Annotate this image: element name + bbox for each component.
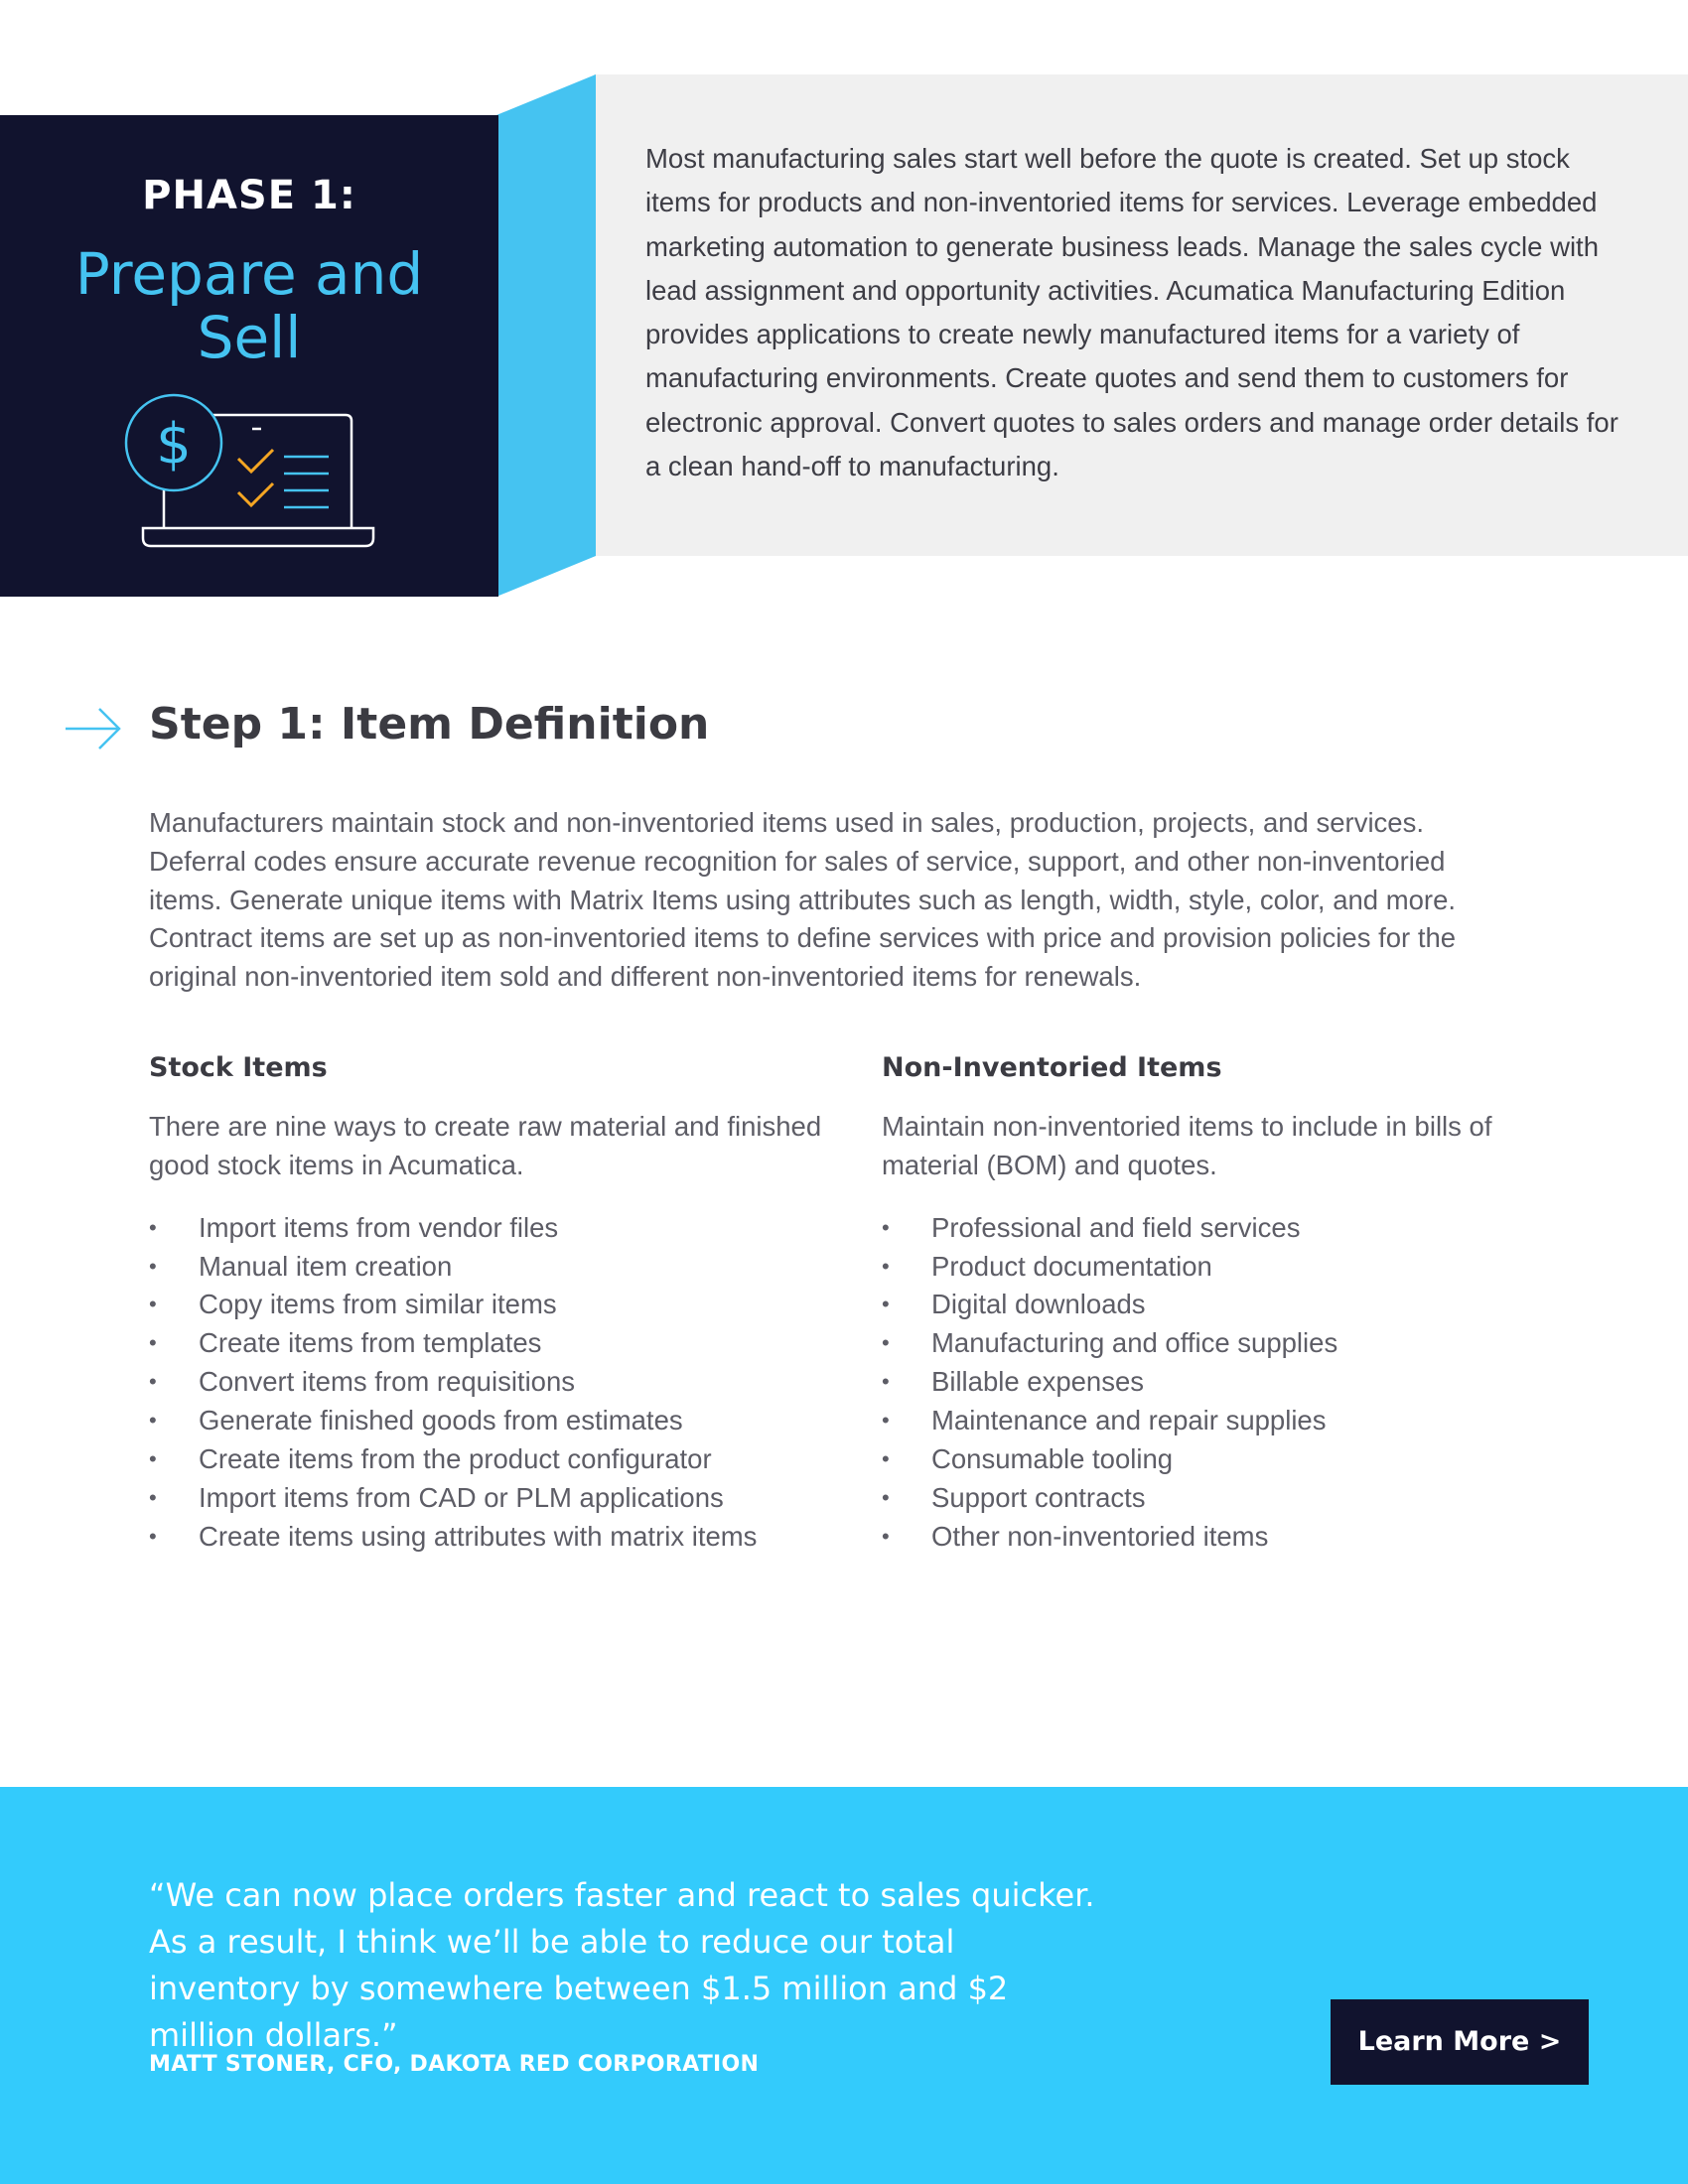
phase-title-line-1: Prepare and — [74, 240, 424, 308]
list-item: • Import items from vendor files — [149, 1211, 559, 1243]
stock-items-list — [149, 1209, 824, 1557]
testimonial-quote: “We can now place orders faster and react to sales quicker. As a result, I think we’ll be able to reduce our total inventory by somewhere between $1.5 million and $2 million dollars.” — [149, 1876, 1095, 2054]
phase-title-line-2: Sell — [197, 304, 302, 371]
stock-items-heading: Stock Items — [149, 1052, 328, 1083]
list-item: • Professional and field services — [882, 1211, 1301, 1243]
phase-title-panel — [0, 115, 498, 597]
non-inventoried-items-description: Maintain non-inventoried items to include in bills of material (BOM) and quotes. — [882, 1111, 1492, 1180]
learn-more-button[interactable]: Learn More > — [1331, 1999, 1589, 2085]
testimonial-author: MATT STONER, CFO, DAKOTA RED CORPORATION — [149, 2052, 760, 2077]
step-intro: Manufacturers maintain stock and non-inventoried items used in sales, production, projects, and services. Deferral codes ensure accurate revenue recognition for sales of service, support, and other non-inventoried items. Generate unique items with Matrix Items using attributes such as length, width, style, color, and more. Contract items are set up as non-inventoried items to define services with price and provision policies for the original non-inventoried item sold and different non-inventoried items for renewals. — [149, 807, 1457, 993]
list-item: • Support contracts — [882, 1481, 1146, 1513]
list-item: • Other non-inventoried items — [882, 1520, 1269, 1552]
list-item: • Manual item creation — [149, 1250, 453, 1282]
list-item: • Digital downloads — [882, 1289, 1146, 1320]
testimonial-band — [0, 1787, 1688, 2184]
phase-title — [0, 242, 498, 369]
phase-label: PHASE 1: — [142, 173, 356, 218]
list-item: • Import items from CAD or PLM applications — [149, 1481, 724, 1513]
phase-description: Most manufacturing sales start well before the quote is created. Set up stock items for products and non-inventoried items for services. Leverage embedded marketing automation to generate business leads. Manage the sales cycle with lead assignment and opportunity activities. Acumatica Manufacturing Edition provides applications to create newly manufactured items for a variety of manufacturing environments. Create quotes and send them to customers for electronic approval. Convert quotes to sales orders and manage order details for a clean hand-off to manufacturing. — [645, 143, 1618, 482]
list-item: • Consumable tooling — [882, 1443, 1174, 1475]
non-inventoried-items-section — [882, 1048, 1557, 1557]
list-item: • Manufacturing and office supplies — [882, 1327, 1338, 1359]
list-item: • Product documentation — [882, 1250, 1212, 1282]
stock-items-description: There are nine ways to create raw material and finished good stock items in Acumatica. — [149, 1111, 822, 1180]
list-item: • Maintenance and repair supplies — [882, 1405, 1327, 1436]
non-inventoried-items-heading: Non-Inventoried Items — [882, 1052, 1222, 1083]
list-item: • Create items from the product configurator — [149, 1443, 712, 1475]
non-inventoried-items-list — [882, 1209, 1557, 1557]
list-item: • Create items using attributes with matrix items — [149, 1520, 758, 1552]
list-item: • Billable expenses — [882, 1366, 1145, 1398]
stock-items-section — [149, 1048, 824, 1557]
list-item: • Create items from templates — [149, 1327, 542, 1359]
svg-text:$: $ — [156, 412, 192, 477]
list-item: • Convert items from requisitions — [149, 1366, 576, 1398]
list-item: • Copy items from similar items — [149, 1289, 557, 1320]
list-item: • Generate finished goods from estimates — [149, 1405, 683, 1436]
phase-accent-ribbon — [496, 74, 596, 597]
step-title: Step 1: Item Definition — [149, 699, 710, 750]
arrow-right-icon — [64, 707, 123, 751]
dollar-laptop-checklist-icon — [119, 393, 387, 572]
